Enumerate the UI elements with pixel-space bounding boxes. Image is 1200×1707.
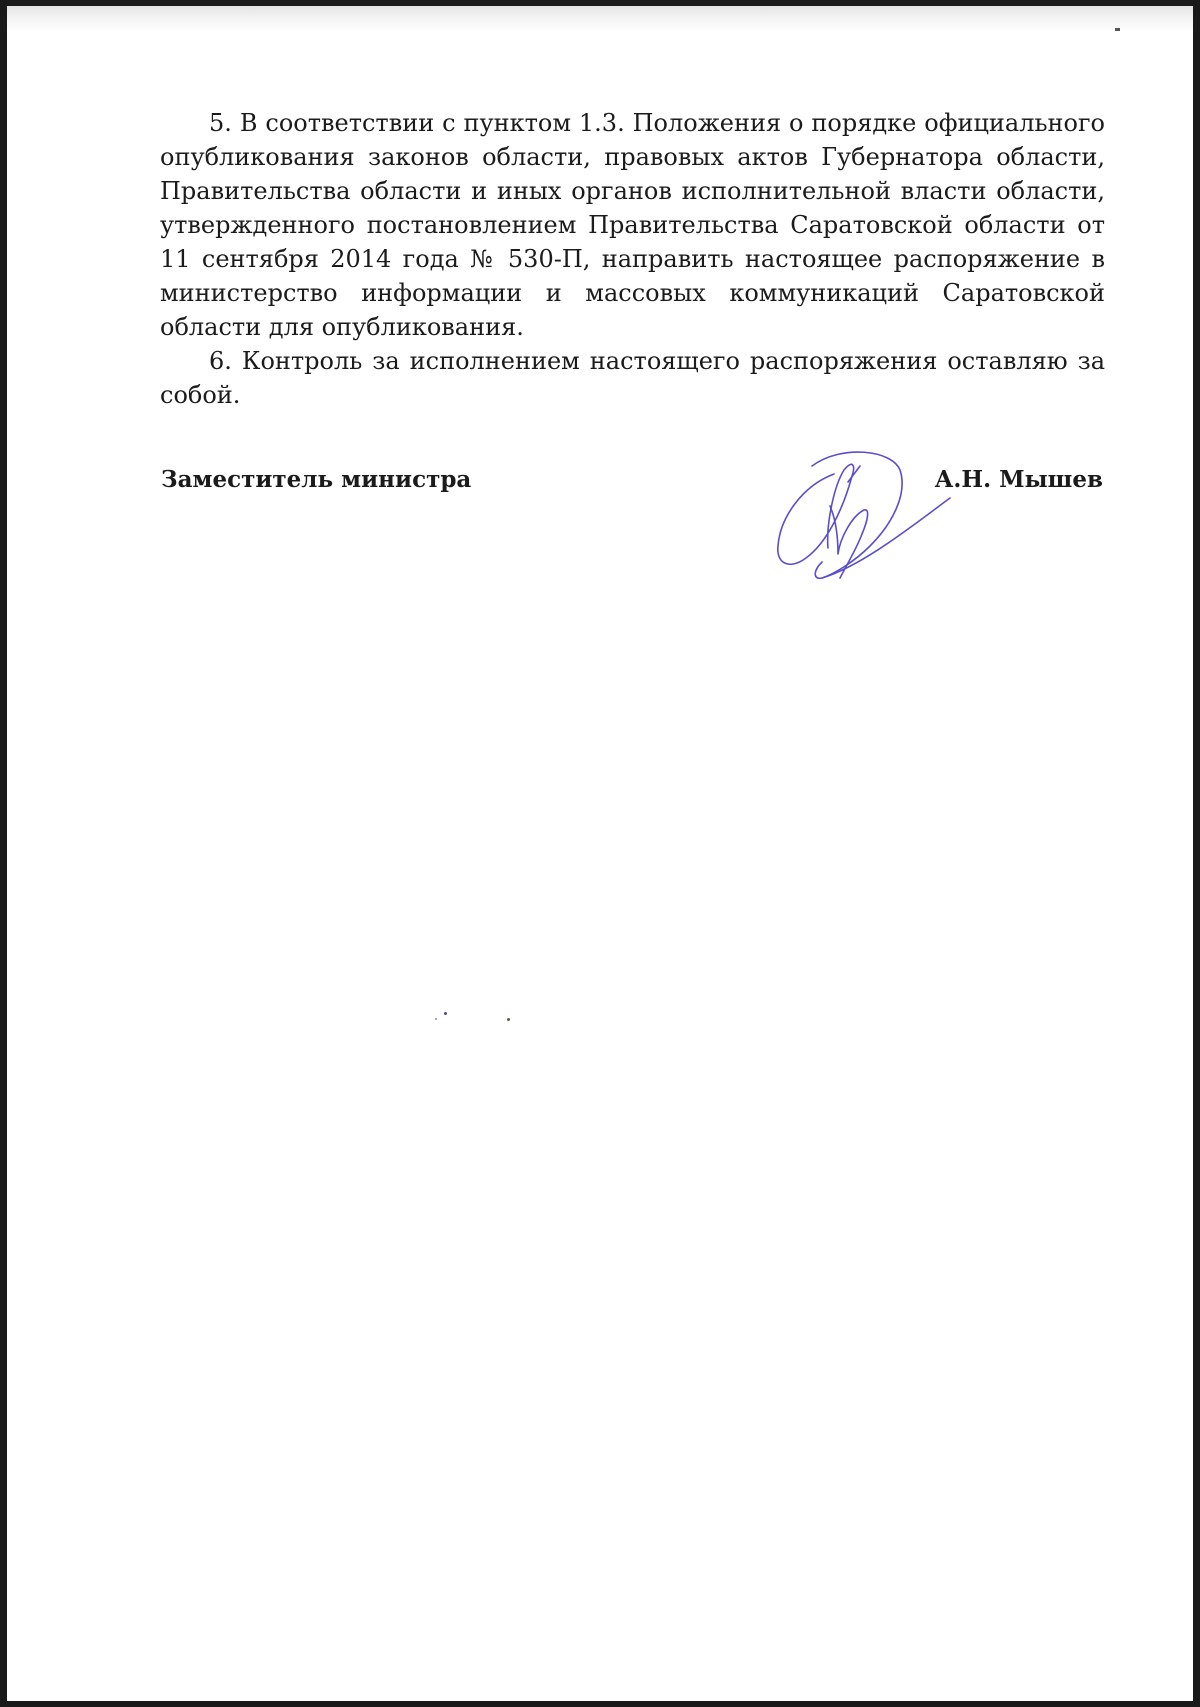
signatory-name: А.Н. Мышев: [934, 466, 1103, 493]
scan-artifact: [1115, 28, 1120, 31]
scan-speck: [435, 1018, 437, 1020]
signature-loop-stroke: [778, 464, 854, 564]
scan-speck: [444, 1012, 447, 1015]
signatory-title: Заместитель министра: [161, 466, 472, 493]
signature-tail-stroke: [822, 498, 950, 578]
signature-block: [161, 466, 1103, 506]
document-body: [160, 106, 1105, 412]
paragraph-5: 5. В соответствии с пунктом 1.3. Положения о порядке официального опубликования законов области, правовых актов Губернатора области, Правительства области и иных органов исполнительной власти области, утвержденного постановлением Правительства Саратовской области от 11 сентября 2014 года № 530-П, направить настоящее распоряжение в министерство информации и массовых коммуникаций Саратовской области для опубликования.: [160, 109, 1105, 341]
document-page: [7, 6, 1193, 1701]
handwritten-signature: [772, 446, 952, 591]
scan-shadow: [7, 6, 1193, 32]
paragraph-6: 6. Контроль за исполнением настоящего распоряжения оставляю за собой.: [160, 347, 1105, 409]
scan-speck: [507, 1018, 510, 1021]
